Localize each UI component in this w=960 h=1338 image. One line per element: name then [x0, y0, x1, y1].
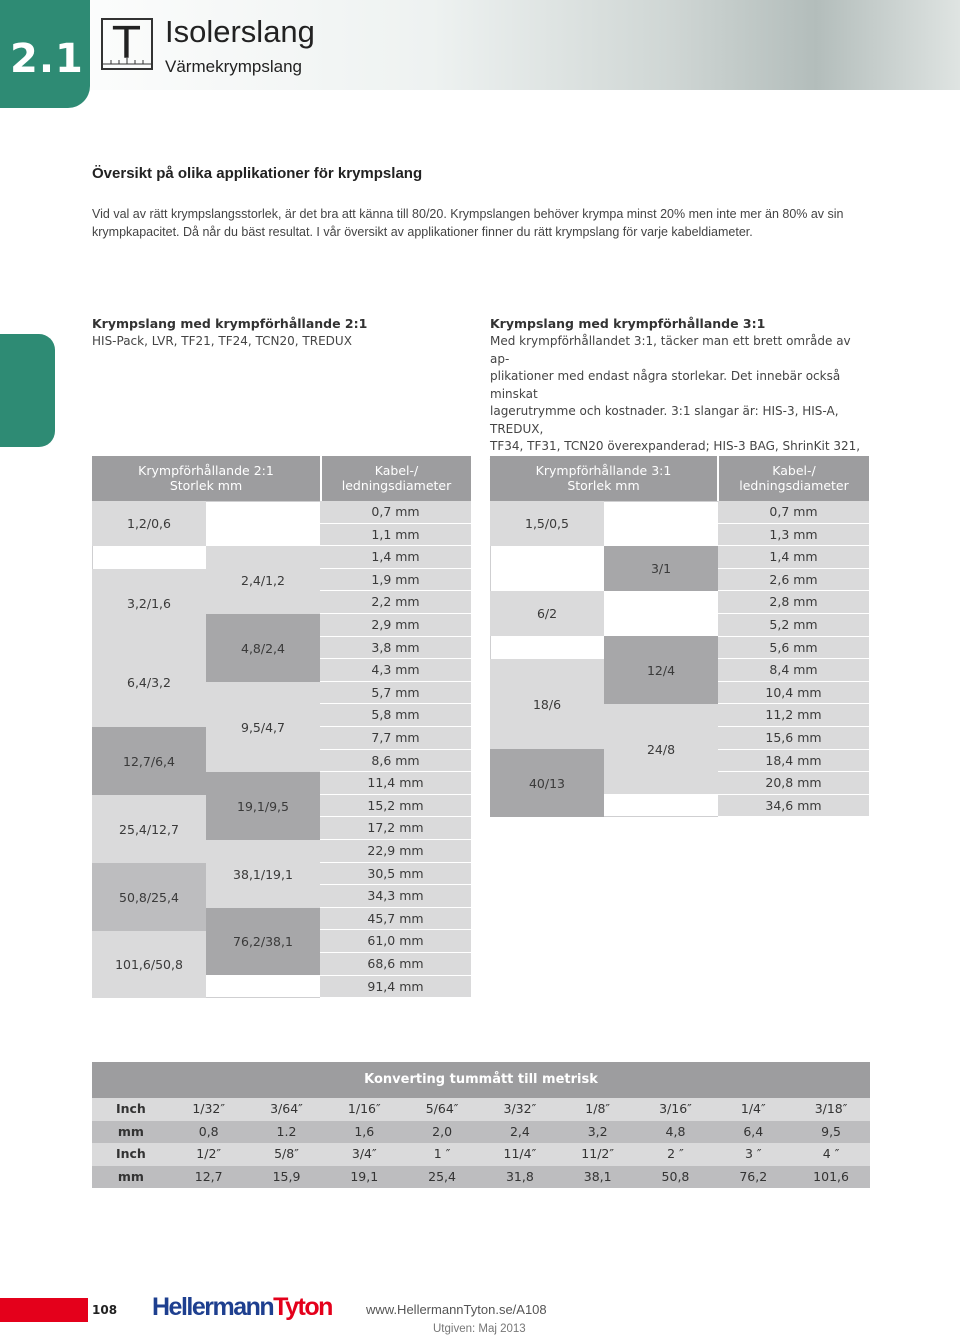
diameter-cell: 2,8 mm [718, 591, 869, 614]
conversion-row-label: mm [117, 1123, 144, 1139]
conversion-cell: 0,8 [198, 1123, 219, 1139]
size-cell: 3,2/1,6 [92, 569, 206, 637]
section-heading: Översikt på olika applikationer för krympslang [92, 165, 423, 182]
diameter-cell: 7,7 mm [320, 727, 471, 750]
diameter-cell: 3,8 mm [320, 637, 471, 660]
conversion-cell: 11/2″ [581, 1146, 615, 1161]
conversion-cell: 2 ″ [667, 1146, 684, 1161]
conversion-cell: 5/8″ [274, 1146, 299, 1161]
issue-date: Utgiven: Maj 2013 [433, 1323, 526, 1335]
size-cell: 24/8 [604, 704, 718, 794]
diameter-cell: 8,6 mm [320, 750, 471, 773]
ruler-ticks-icon [103, 20, 151, 68]
size-cell: 40/13 [490, 749, 604, 817]
diameter-cell: 8,4 mm [718, 659, 869, 682]
block-text-line: Med krympförhållandet 3:1, täcker man ett brett område av ap- [490, 334, 851, 366]
size-cell: 12/4 [604, 636, 718, 704]
conversion-cell: 1/8″ [585, 1101, 611, 1116]
page-subtitle: Värmekrympslang [165, 57, 302, 76]
conversion-cell: 50,8 [661, 1168, 690, 1184]
conversion-cell: 2,4 [509, 1123, 530, 1139]
conversion-cell: 31,8 [505, 1168, 534, 1184]
conversion-cell: 3,2 [587, 1123, 608, 1139]
diameter-cell: 10,4 mm [718, 682, 869, 705]
conversion-row [92, 1121, 870, 1144]
diameter-cell: 1,4 mm [320, 546, 471, 569]
size-cell: 25,4/12,7 [92, 795, 206, 863]
block-text-line: plikationer med endast några storlekar. Det innebär också minskat [490, 369, 841, 401]
logo-part: Hellermann [152, 1293, 274, 1321]
conversion-cell: 4 ″ [822, 1146, 840, 1161]
conversion-cell: 12,7 [194, 1168, 223, 1184]
conversion-cell: 1/16″ [347, 1101, 381, 1116]
diameter-cell: 1,3 mm [718, 524, 869, 547]
size-cell: 76,2/38,1 [206, 908, 320, 975]
diameter-cell: 11,4 mm [320, 772, 471, 795]
diameter-cell: 15,6 mm [718, 727, 869, 750]
diameter-cell: 0,7 mm [718, 501, 869, 524]
size-cell: 50,8/25,4 [92, 863, 206, 931]
diameter-cell: 18,4 mm [718, 750, 869, 773]
size-cell: 38,1/19,1 [206, 840, 320, 908]
diameter-cell: 5,8 mm [320, 704, 471, 727]
diameter-cell: 2,2 mm [320, 591, 471, 614]
conversion-row-label: Inch [115, 1101, 146, 1116]
diameter-cell: 22,9 mm [320, 840, 471, 863]
conversion-cell: 19,1 [350, 1168, 379, 1184]
diameter-cell: 4,3 mm [320, 659, 471, 682]
conversion-cell: 4,8 [665, 1123, 686, 1139]
block-text-line: lagerutrymme och kostnader. 3:1 slangar är: HIS-3, HIS-A, TREDUX, [490, 404, 839, 436]
table-31-header-size [490, 456, 717, 501]
diameter-cell: 30,5 mm [320, 863, 471, 886]
conversion-cell: 9,5 [821, 1123, 842, 1139]
conversion-cell: 6,4 [743, 1123, 764, 1139]
logo-part: Tyton [273, 1293, 332, 1321]
diameter-cell: 91,4 mm [320, 976, 471, 999]
size-cell: 4,8/2,4 [206, 614, 320, 682]
table-21-header-size [92, 456, 320, 501]
size-cell: 1,5/0,5 [490, 501, 604, 546]
diameter-cell: 15,2 mm [320, 795, 471, 818]
block-title: Krympslang med krympförhållande 2:1 [92, 316, 368, 331]
page-number: 108 [92, 1303, 118, 1317]
diameter-cell: 11,2 mm [718, 704, 869, 727]
conversion-cell: 5/64″ [425, 1101, 459, 1116]
conversion-row-label: Inch [115, 1146, 146, 1161]
diameter-cell: 17,2 mm [320, 817, 471, 840]
diameter-cell: 45,7 mm [320, 908, 471, 931]
conversion-cell: 1/32″ [192, 1101, 226, 1116]
table-31-header-diameter [719, 456, 869, 501]
category-icon [101, 18, 153, 70]
size-cell: 18/6 [490, 659, 604, 749]
conversion-table-title: Konverting tummått till metrisk [92, 1062, 870, 1098]
size-cell: 6,4/3,2 [92, 637, 206, 727]
diameter-cell: 2,6 mm [718, 569, 869, 592]
conversion-cell: 25,4 [428, 1168, 456, 1184]
conversion-cell: 2,0 [432, 1123, 453, 1139]
diameter-cell: 34,6 mm [718, 795, 869, 818]
footer-url-link[interactable]: www.HellermannTyton.se/A108 [366, 1302, 547, 1317]
header-line: Kabel-/ [772, 463, 816, 478]
intro-text [92, 205, 882, 241]
diameter-cell: 5,2 mm [718, 614, 869, 637]
side-tab [0, 334, 55, 447]
size-cell: 3/1 [604, 546, 718, 591]
diameter-cell: 34,3 mm [320, 885, 471, 908]
size-cell: 101,6/50,8 [92, 931, 206, 998]
conversion-cell: 1/4″ [740, 1101, 766, 1116]
conversion-cell: 3 ″ [744, 1146, 762, 1161]
intro-line: krympkapacitet. Då når du bäst resultat. I vår översikt av applikationer finner du rätt krympslang för varje kabeldiameter. [92, 225, 753, 239]
size-cell: 19,1/9,5 [206, 772, 320, 840]
ratio-2-1-description [92, 316, 452, 351]
ratio-3-1-description [490, 316, 870, 473]
diameter-cell: 68,6 mm [320, 953, 471, 976]
header-line: Storlek mm [169, 478, 243, 493]
page-title: Isolerslang [165, 14, 315, 49]
conversion-row [92, 1143, 870, 1166]
conversion-cell: 1.2 [276, 1123, 297, 1139]
conversion-cell: 3/64″ [270, 1101, 303, 1116]
table-21-header-diameter [322, 456, 471, 501]
block-title: Krympslang med krympförhållande 3:1 [490, 316, 766, 331]
diameter-cell: 20,8 mm [718, 772, 869, 795]
conversion-row-label: mm [117, 1168, 144, 1184]
conversion-cell: 1/2″ [196, 1146, 222, 1161]
header-line: ledningsdiameter [739, 478, 849, 493]
conversion-cell: 101,6 [813, 1168, 849, 1184]
block-text [490, 333, 870, 473]
diameter-cell: 1,9 mm [320, 569, 471, 592]
conversion-cell: 3/18″ [814, 1101, 848, 1116]
diameter-cell: 2,9 mm [320, 614, 471, 637]
conversion-cell: 3/4″ [351, 1146, 377, 1161]
conversion-row [92, 1166, 870, 1189]
block-text: HIS-Pack, LVR, TF21, TF24, TCN20, TREDUX [92, 334, 352, 348]
conversion-cell: 11/4″ [503, 1146, 537, 1161]
size-cell: 2,4/1,2 [206, 546, 320, 614]
size-cell: 1,2/0,6 [92, 501, 206, 546]
conversion-cell: 76,2 [739, 1168, 768, 1184]
conversion-cell: 3/16″ [659, 1101, 692, 1116]
section-number: 2.1 [10, 36, 84, 82]
category-icon-letter: T [113, 18, 140, 69]
size-cell: 9,5/4,7 [206, 682, 320, 772]
hellermanntyton-logo [152, 1293, 332, 1322]
block-text-line: TF34, TF31, TCN20 överexpanderad; HIS-3 BAG, ShrinKit 321, [490, 439, 861, 453]
header-line: Krympförhållande 3:1 [535, 463, 672, 478]
diameter-cell: 1,1 mm [320, 524, 471, 547]
size-cell: 6/2 [490, 591, 604, 636]
size-cell: 12,7/6,4 [92, 727, 206, 795]
intro-line: Vid val av rätt krympslangsstorlek, är det bra att känna till 80/20. Krympslangen behöver krympa minst 20% men inte mer än 80% av sin [92, 207, 844, 221]
header-line: Kabel-/ [374, 463, 419, 478]
conversion-row [92, 1098, 870, 1121]
diameter-cell: 5,7 mm [320, 682, 471, 705]
conversion-cell: 15,9 [272, 1168, 301, 1184]
diameter-cell: 0,7 mm [320, 501, 471, 524]
conversion-cell: 1,6 [354, 1123, 375, 1139]
footer-accent-bar [0, 1298, 88, 1322]
header-line: ledningsdiameter [341, 478, 452, 493]
diameter-cell: 1,4 mm [718, 546, 869, 569]
diameter-cell: 5,6 mm [718, 637, 869, 660]
conversion-cell: 1 ″ [433, 1146, 451, 1161]
header-line: Storlek mm [567, 478, 640, 493]
diameter-cell: 61,0 mm [320, 930, 471, 953]
conversion-cell: 38,1 [583, 1168, 612, 1184]
conversion-cell: 3/32″ [503, 1101, 537, 1116]
header-line: Krympförhållande 2:1 [138, 463, 274, 478]
